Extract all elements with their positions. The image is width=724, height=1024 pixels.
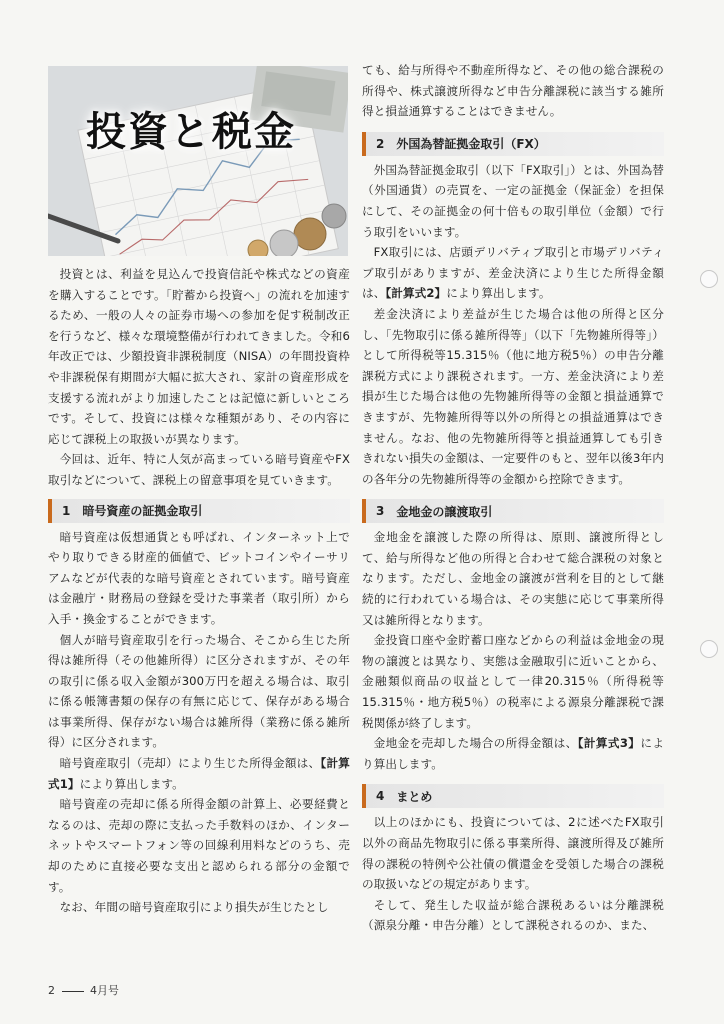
section-1-paragraph-4: 暗号資産の売却に係る所得金額の計算上、必要経費となるのは、売却の際に支払った手数料のほか、インターネットやスマートフォン等の回線利用料などのうち、売却のために直接必要な支出と認められる部分の金額です。 [48, 797, 350, 894]
text-run: FX取引には、店頭デリバティブ取引と市場デリバティブ取引がありますが、差金決済により生じた所得金額は、 [362, 245, 664, 301]
text-run: により算出します。 [362, 736, 665, 771]
formula-ref-2: 【計算式2】 [385, 286, 447, 301]
section-3-paragraph-2: 金投資口座や金貯蓄口座などからの利益は金地金の現物の譲渡とは異なり、実態は金融取引に近いことから、金融類似商品の収益として一律20.315％（所得税等15.315％・地方税5％）の税率による源泉分離課税で課税関係が終了します。 [362, 633, 664, 730]
section-1-paragraph-2: 個人が暗号資産取引を行った場合、そこから生じた所得は雑所得（その他雑所得）に区分されますが、その年の取引に係る収入金額が300万円を超える場合は、取引に係る帳簿書類の保存の有無に応じて、保存がある場合は事業所得、保存がない場合は雑所得（業務に係る雑所得）に区分されます。 [48, 632, 350, 750]
page-footer [48, 982, 119, 998]
section-2-heading [362, 132, 664, 156]
section-4-title: まとめ [396, 789, 433, 804]
text-run: により算出します。 [446, 286, 551, 301]
punch-hole-bottom [700, 640, 718, 658]
hero-illustration [48, 66, 348, 256]
formula-ref-3: 【計算式3】 [577, 736, 641, 751]
punch-hole-top [700, 270, 718, 288]
text-run: 暗号資産取引（売却）により生じた所得金額は、 [59, 756, 321, 771]
heading-accent-bar [362, 499, 366, 523]
issue-month: 4月号 [90, 984, 119, 997]
section-3-paragraph-1: 金地金を譲渡した際の所得は、原則、譲渡所得として、給与所得など他の所得と合わせて総合課税の対象となります。ただし、金地金の譲渡が営利を目的として継続的に行われている場合は、その実態に応じて事業所得又は雑所得となります。 [362, 530, 664, 627]
heading-accent-bar [362, 132, 366, 156]
section-1-paragraph-3 [48, 753, 350, 794]
section-1-title: 暗号資産の証拠金取引 [82, 504, 203, 519]
section-2-title: 外国為替証拠金取引（FX） [396, 137, 546, 152]
intro-paragraph-1: 投資とは、利益を見込んで投資信託や株式などの資産を購入することです。「貯蓄から投資へ」の流れを加速するため、一般の人々の証券市場への参加を促す税制改正を行うなど、様々な環境整備が行われてきました。令和6年改正では、少額投資非課税制度（NISA）の年間投資枠や非課税保有期間が大幅に拡大され、家計の資産形成を支援する流れがより加速したことは記憶に新しいところです。そして、投資には様々な種類があり、その内容に応じて課税上の取扱いが異なります。 [48, 267, 350, 446]
section-4-paragraph-2: そして、発生した収益が総合課税あるいは分離課税（源泉分離・申告分離）として課税されるのか、また、 [362, 897, 664, 933]
section-2-paragraph-2 [362, 242, 664, 304]
text-run: により算出します。 [79, 776, 184, 791]
right-column [362, 60, 664, 936]
heading-accent-bar [48, 499, 52, 523]
section-4-heading [362, 784, 664, 808]
section-3-heading [362, 499, 664, 523]
hero-title: 投資と税金 [86, 108, 296, 155]
section-3-title: 金地金の譲渡取引 [396, 504, 493, 519]
section-4-number: 4 [376, 789, 385, 804]
section-3-paragraph-3 [362, 733, 664, 774]
section-1-heading [48, 499, 350, 523]
section-1-number: 1 [62, 503, 71, 518]
left-column [48, 66, 350, 918]
formula-ref-1: 【計算式1】 [48, 756, 350, 791]
page-number: 2 [48, 984, 55, 997]
section-2-number: 2 [376, 136, 385, 151]
section-3-number: 3 [376, 504, 385, 519]
section-4-paragraph-1: 以上のほかにも、投資については、2に述べたFX取引以外の商品先物取引に係る事業所得、譲渡所得及び雑所得の課税の特例や公社債の償還金を受領した場合の課税の取扱いなどの規定があります。 [362, 815, 664, 892]
section-2-paragraph-1: 外国為替証拠金取引（以下「FX取引」）とは、外国為替（外国通貨）の売買を、一定の証拠金（保証金）を担保にして、その証拠金の何十倍もの取引単位（金額）で行う取引をいいます。 [362, 162, 664, 239]
section-2-paragraph-3: 差金決済により差益が生じた場合は他の所得と区分し、「先物取引に係る雑所得等」（以下「先物雑所得等」）として所得税等15.315％（他に地方税5％）の申告分離課税方式により課税されます。一方、差金決済により差損が生じた場合は他の先物雑所得等の金額と損益通算できますが、先物雑所得等以外の所得との損益通算はできません。なお、他の先物雑所得等と損益通算しても引ききれない損失の金額は、一定要件のもと、翌年以後3年内の各年分の先物雑所得等の金額から控除できます。 [362, 306, 664, 486]
section-1-paragraph-1: 暗号資産は仮想通貨とも呼ばれ、インターネット上でやり取りできる財産的価値で、ビットコインやイーサリアムなどが代表的な暗号資産とされています。暗号資産は金融庁・財務局の登録を受けた事業者（取引所）から入手・換金することができます。 [48, 529, 350, 626]
text-run: 金地金を売却した場合の所得金額は、 [373, 736, 578, 751]
heading-accent-bar [362, 784, 366, 808]
hero-image [48, 66, 348, 256]
continued-paragraph: ても、給与所得や不動産所得など、その他の総合課税の所得や、株式譲渡所得など申告分離課税に該当する雑所得と損益通算することはできません。 [362, 63, 664, 119]
footer-dash [62, 991, 84, 992]
section-1-paragraph-5: なお、年間の暗号資産取引により損失が生じたとし [59, 900, 329, 915]
intro-paragraph-2: 今回は、近年、特に人気が高まっている暗号資産やFX取引などについて、課税上の留意事項を見ていきます。 [48, 452, 350, 487]
